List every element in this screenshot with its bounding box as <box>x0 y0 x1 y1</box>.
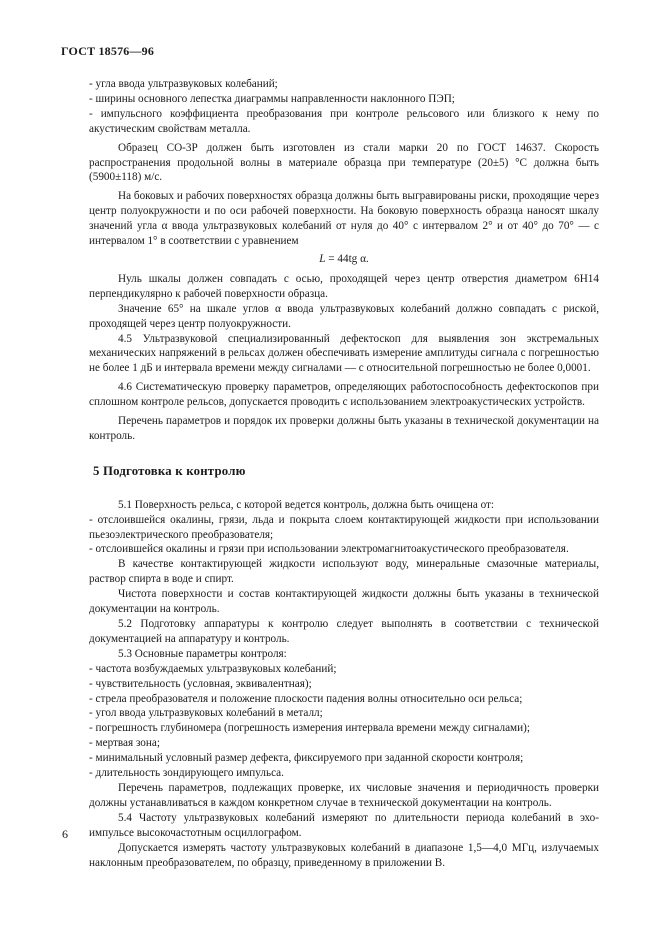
paragraph: 5.4 Частоту ультразвуковых колебаний измеряют по длительности периода колебаний в эхо-импульсе высокочастотным осциллографом. <box>89 811 599 839</box>
list-item: - отслоившейся окалины, грязи, льда и покрыта слоем контактирующей жидкости при использовании пьезоэлектрического преобразователя; <box>89 513 599 541</box>
list-item: - чувствительность (условная, эквивалентная); <box>89 677 312 690</box>
section-paragraphs <box>89 498 599 871</box>
paragraph: На боковых и рабочих поверхностях образца должны быть выгравированы риски, проходящие через центр полуокружности и по оси рабочей поверхности. На боковую поверхность образца наносят шкалу значений угла α ввода ультразвуковых колебаний от нуля до 40° с интервалом 2° и от 40° до 70° — с интервалом 1° в соответствии с уравнением <box>89 190 599 248</box>
page-number: 6 <box>62 827 68 841</box>
paragraph: Допускается измерять частоту ультразвуковых колебаний в диапазоне 1,5—4,0 МГц, излучаемых наклонным преобразователем, по образцу, приведенному в приложении В. <box>89 841 599 869</box>
paragraph: Перечень параметров и порядок их проверки должны быть указаны в технической документации на контроль. <box>89 415 599 442</box>
paragraph: Значение 65° на шкале углов α ввода ультразвуковых колебаний должно совпадать с риской, проходящей через центр полуокружности. <box>89 302 599 330</box>
document-header: ГОСТ 18576—96 <box>61 44 155 58</box>
paragraph: Образец СО-3Р должен быть изготовлен из стали марки 20 по ГОСТ 14637. Скорость распространения продольной волны в материале образца при температуре (20±5) °С должна быть (5900±118) м/с. <box>89 141 599 184</box>
paragraph: - угла ввода ультразвуковых колебаний; <box>89 78 278 90</box>
paragraph: Нуль шкалы должен совпадать с осью, проходящей через центр отверстия диаметром 6Н14 перпендикулярно к рабочей поверхности образца. <box>89 272 599 300</box>
document-body <box>89 77 599 870</box>
list-item: - длительность зондирующего импульса. <box>89 767 284 780</box>
paragraph: 5.2 Подготовку аппаратуры к контролю следует выполнять в соответствии с технической документацией на аппаратуру и контроль. <box>89 618 599 645</box>
paragraph: 4.6 Систематическую проверку параметров, определяющих работоспособность дефектоскопов при сплошном контроле рельсов, допускается проводить с использованием электроакустических устройств. <box>89 381 599 409</box>
list-item: - частота возбуждаемых ультразвуковых колебаний; <box>89 662 337 675</box>
list-item: - минимальный условный размер дефекта, фиксируемого при заданной скорости контроля; <box>89 752 524 765</box>
paragraph: 5.1 Поверхность рельса, с которой ведется контроль, должна быть очищена от: <box>118 498 495 511</box>
list-item: - мертвая зона; <box>89 737 160 750</box>
paragraph: Чистота поверхности и состав контактирующей жидкости должны быть указаны в технической документации на контроль. <box>89 588 599 616</box>
list-item: - угол ввода ультразвуковых колебаний в металл; <box>89 707 323 720</box>
paragraph: В качестве контактирующей жидкости используют воду, минеральные смазочные материалы, раствор спирта в воде и спирт. <box>89 558 599 586</box>
section-heading: 5 Подготовка к контролю <box>93 463 246 478</box>
paragraph: - ширины основного лепестка диаграммы направленности наклонного ПЭП; <box>89 92 455 105</box>
middle-paragraphs <box>89 272 599 444</box>
equation <box>89 252 599 267</box>
equation-variable: L <box>319 252 326 265</box>
list-item: - отслоившейся окалины и грязи при использовании электромагнитоакустического преобразователя. <box>89 543 569 556</box>
paragraph: 5.3 Основные параметры контроля: <box>118 647 287 660</box>
paragraph: - импульсного коэффициента преобразования при контроле рельсового или близкого к нему по акустическим свойствам металла. <box>89 107 599 135</box>
paragraph: 4.5 Ультразвуковой специализированный дефектоскоп для выявления зон экстремальных механических напряжений в рельсах должен обеспечивать измерение амплитуды сигнала с погрешностью не более 1 дБ и интервала времени между сигналами — с относительной погрешностью не более 0,0001. <box>89 332 599 375</box>
equation-rhs: = 44tg α. <box>325 252 369 265</box>
list-item: - погрешность глубиномера (погрешность измерения интервала времени между сигналами); <box>89 722 530 735</box>
top-paragraphs <box>89 77 599 249</box>
list-item: - стрела преобразователя и положение плоскости падения волны относительно оси рельса; <box>89 692 523 705</box>
paragraph: Перечень параметров, подлежащих проверке, их числовые значения и периодичность проверки должны устанавливаться в каждом конкретном случае в технической документации на контроль. <box>89 781 599 809</box>
